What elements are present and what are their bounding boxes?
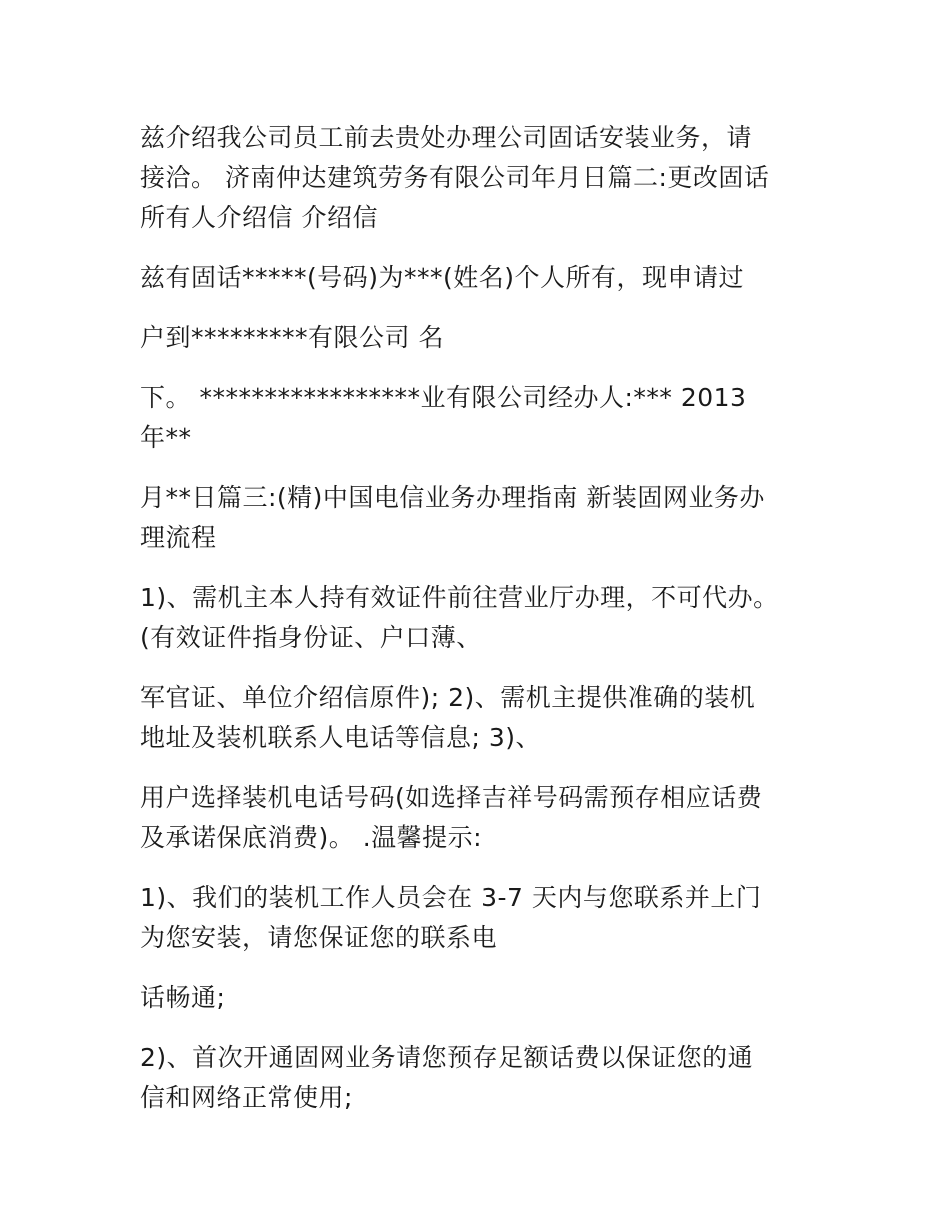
text-line: 1)、我们的装机工作人员会在 3-7 天内与您联系并上门 [140,883,762,912]
paragraph-5 [140,478,820,558]
document-page [140,118,820,1138]
text-line: 下。 *****************业有限公司经办人:*** 2013 [140,383,747,412]
paragraph-10 [140,978,820,1018]
text-line: 月**日篇三:(精)中国电信业务办理指南 新装固网业务办 [140,483,765,512]
text-line: 年** [140,423,192,452]
paragraph-1 [140,118,820,238]
text-line: 用户选择装机电话号码(如选择吉祥号码需预存相应话费 [140,783,763,812]
text-line: 户到*********有限公司 名 [140,323,444,352]
paragraph-4 [140,378,820,458]
paragraph-3 [140,318,820,358]
paragraph-9 [140,878,820,958]
paragraph-6 [140,578,820,658]
text-line: (有效证件指身份证、户口薄、 [140,623,482,652]
paragraph-8 [140,778,820,858]
paragraph-2 [140,258,820,298]
text-line: 话畅通; [140,983,226,1012]
text-line: 所有人介绍信 介绍信 [140,203,378,232]
text-line: 为您安装，请您保证您的联系电 [140,923,498,952]
text-line: 及承诺保底消费)。 .温馨提示: [140,823,483,852]
text-line: 兹介绍我公司员工前去贵处办理公司固话安装业务，请 [140,123,753,152]
text-line: 信和网络正常使用; [140,1083,353,1112]
paragraph-7 [140,678,820,758]
text-line: 军官证、单位介绍信原件); 2)、需机主提供准确的装机 [140,683,756,712]
text-line: 理流程 [140,523,217,552]
text-line: 2)、首次开通固网业务请您预存足额话费以保证您的通 [140,1043,754,1072]
text-line: 地址及装机联系人电话等信息; 3)、 [140,723,542,752]
text-line: 兹有固话*****(号码)为***(姓名)个人所有，现申请过 [140,263,745,292]
paragraph-11 [140,1038,820,1118]
text-line: 接洽。 济南仲达建筑劳务有限公司年月日篇二:更改固话 [140,163,770,192]
text-line: 1)、需机主本人持有效证件前往营业厅办理，不可代办。 [140,583,779,612]
